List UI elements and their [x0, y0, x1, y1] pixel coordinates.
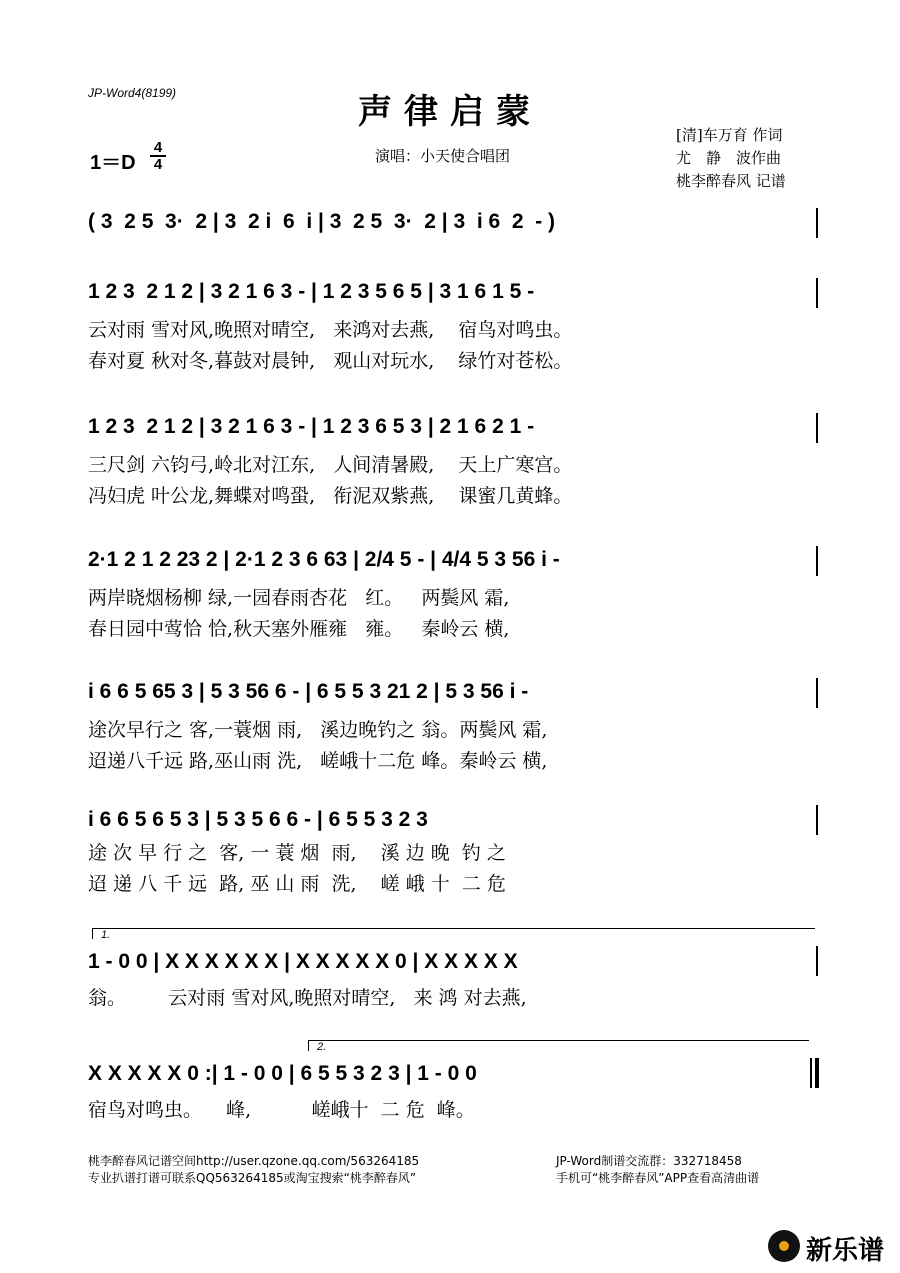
volta-label: 1.	[101, 929, 111, 941]
volta-bracket-2	[308, 1040, 809, 1051]
watermark: JP-Word4(8199)	[88, 86, 177, 100]
notes-line: 1 - 0 0 | X X X X X X | X X X X X 0 | X X X X X	[88, 950, 518, 973]
footer-group-note: JP-Word制谱交流群：332718458	[556, 1154, 742, 1168]
key-signature: 1＝D	[90, 152, 136, 174]
lyricist-credit: [清]车万育 作词	[676, 126, 783, 144]
score-system-4	[88, 670, 818, 780]
singer-credit: 演唱：小天使合唱团	[375, 147, 511, 165]
notes-line: i 6 6 5 6 5 3 | 5 3 5 6 6 - | 6 5 5 3 2 3	[88, 808, 428, 831]
lyric-verse-1: 宿鸟对鸣虫。 峰, 嵯峨十 二 危 峰。	[88, 1099, 475, 1121]
footer-app-note: 手机可“桃李醉春风”APP查看高清曲谱	[556, 1171, 760, 1185]
final-barline-thin	[810, 1058, 812, 1088]
logo-text: 新乐谱	[806, 1236, 885, 1266]
score-system-intro	[88, 200, 818, 240]
lyric-verse-1: 两岸晓烟杨柳 绿,一园春雨杏花 红。 两鬓风 霜,	[88, 587, 510, 609]
time-signature-bottom: 4	[150, 155, 166, 172]
lyric-verse-1: 云对雨 雪对风,晚照对晴空, 来鸿对去燕, 宿鸟对鸣虫。	[88, 319, 573, 341]
notes-line: 2·1 2 1 2 23 2 | 2·1 2 3 6 63 | 2/4 5 - | 4/4 5 3 56 i -	[88, 548, 560, 571]
credits	[676, 124, 786, 193]
composer-credit: 尤 静 波作曲	[676, 149, 782, 167]
volta-bracket-1	[92, 928, 815, 939]
time-signature-top: 4	[153, 139, 163, 156]
song-title: 声律启蒙	[358, 92, 542, 132]
lyric-verse-2: 迢 递 八 千 远 路, 巫 山 雨 洗, 嵯 峨 十 二 危	[88, 873, 506, 895]
lyric-verse-1: 翁。 云对雨 雪对风,晚照对晴空, 来 鸿 对去燕,	[88, 987, 527, 1009]
lyric-verse-1: 三尺剑 六钧弓,岭北对江东, 人间清暑殿, 天上广寒宫。	[88, 454, 573, 476]
score-system-2	[88, 405, 818, 515]
score-system-3	[88, 538, 818, 648]
lyric-verse-2: 春对夏 秋对冬,暮鼓对晨钟, 观山对玩水, 绿竹对苍松。	[88, 350, 573, 372]
footer-left	[88, 1153, 419, 1187]
footer-contact-note: 专业扒谱打谱可联系QQ563264185或淘宝搜索“桃李醉春风”	[88, 1171, 417, 1185]
footer-qzone-link[interactable]: 桃李醉春风记谱空间http://user.qzone.qq.com/563264185	[88, 1154, 420, 1168]
notes-line: i 6 6 5 65 3 | 5 3 56 6 - | 6 5 5 3 21 2 | 5 3 56 i -	[88, 680, 529, 703]
barline	[816, 208, 818, 238]
barline	[816, 546, 818, 576]
notes-line: ( 3 2 5 3· 2 | 3 2 i 6 i | 3 2 5 3· 2 | 3 i 6 2 - )	[88, 210, 556, 233]
time-signature	[150, 140, 166, 172]
barline	[816, 678, 818, 708]
volta-label: 2.	[317, 1041, 327, 1053]
lyric-verse-2: 冯妇虎 叶公龙,舞蝶对鸣蛩, 衔泥双紫燕, 课蜜几黄蜂。	[88, 485, 573, 507]
lyric-verse-2: 迢递八千远 路,巫山雨 洗, 嵯峨十二危 峰。秦岭云 横,	[88, 750, 548, 772]
barline	[816, 278, 818, 308]
lyric-verse-1: 途 次 早 行 之 客, 一 蓑 烟 雨, 溪 边 晚 钓 之	[88, 842, 506, 864]
transcriber-credit: 桃李醉春风 记谱	[676, 172, 786, 190]
barline	[816, 805, 818, 835]
notes-line: 1 2 3 2 1 2 | 3 2 1 6 3 - | 1 2 3 5 6 5 | 3 1 6 1 5 -	[88, 280, 535, 303]
site-logo	[768, 1226, 893, 1266]
notes-line: X X X X X 0 :| 1 - 0 0 | 6 5 5 3 2 3 | 1 - 0 0	[88, 1062, 477, 1085]
barline	[816, 946, 818, 976]
barline	[816, 413, 818, 443]
lyric-verse-2: 春日园中莺恰 恰,秋天塞外雁雍 雍。 秦岭云 横,	[88, 618, 510, 640]
footer-right	[556, 1153, 759, 1187]
notes-line: 1 2 3 2 1 2 | 3 2 1 6 3 - | 1 2 3 6 5 3 | 2 1 6 2 1 -	[88, 415, 535, 438]
score-system-6	[88, 928, 818, 1018]
final-barline-thick	[815, 1058, 819, 1088]
score-system-1	[88, 270, 818, 380]
vinyl-disc-icon	[768, 1230, 800, 1262]
score-system-7	[88, 1040, 818, 1130]
lyric-verse-1: 途次早行之 客,一蓑烟 雨, 溪边晚钓之 翁。两鬓风 霜,	[88, 719, 548, 741]
score-system-5	[88, 803, 818, 903]
